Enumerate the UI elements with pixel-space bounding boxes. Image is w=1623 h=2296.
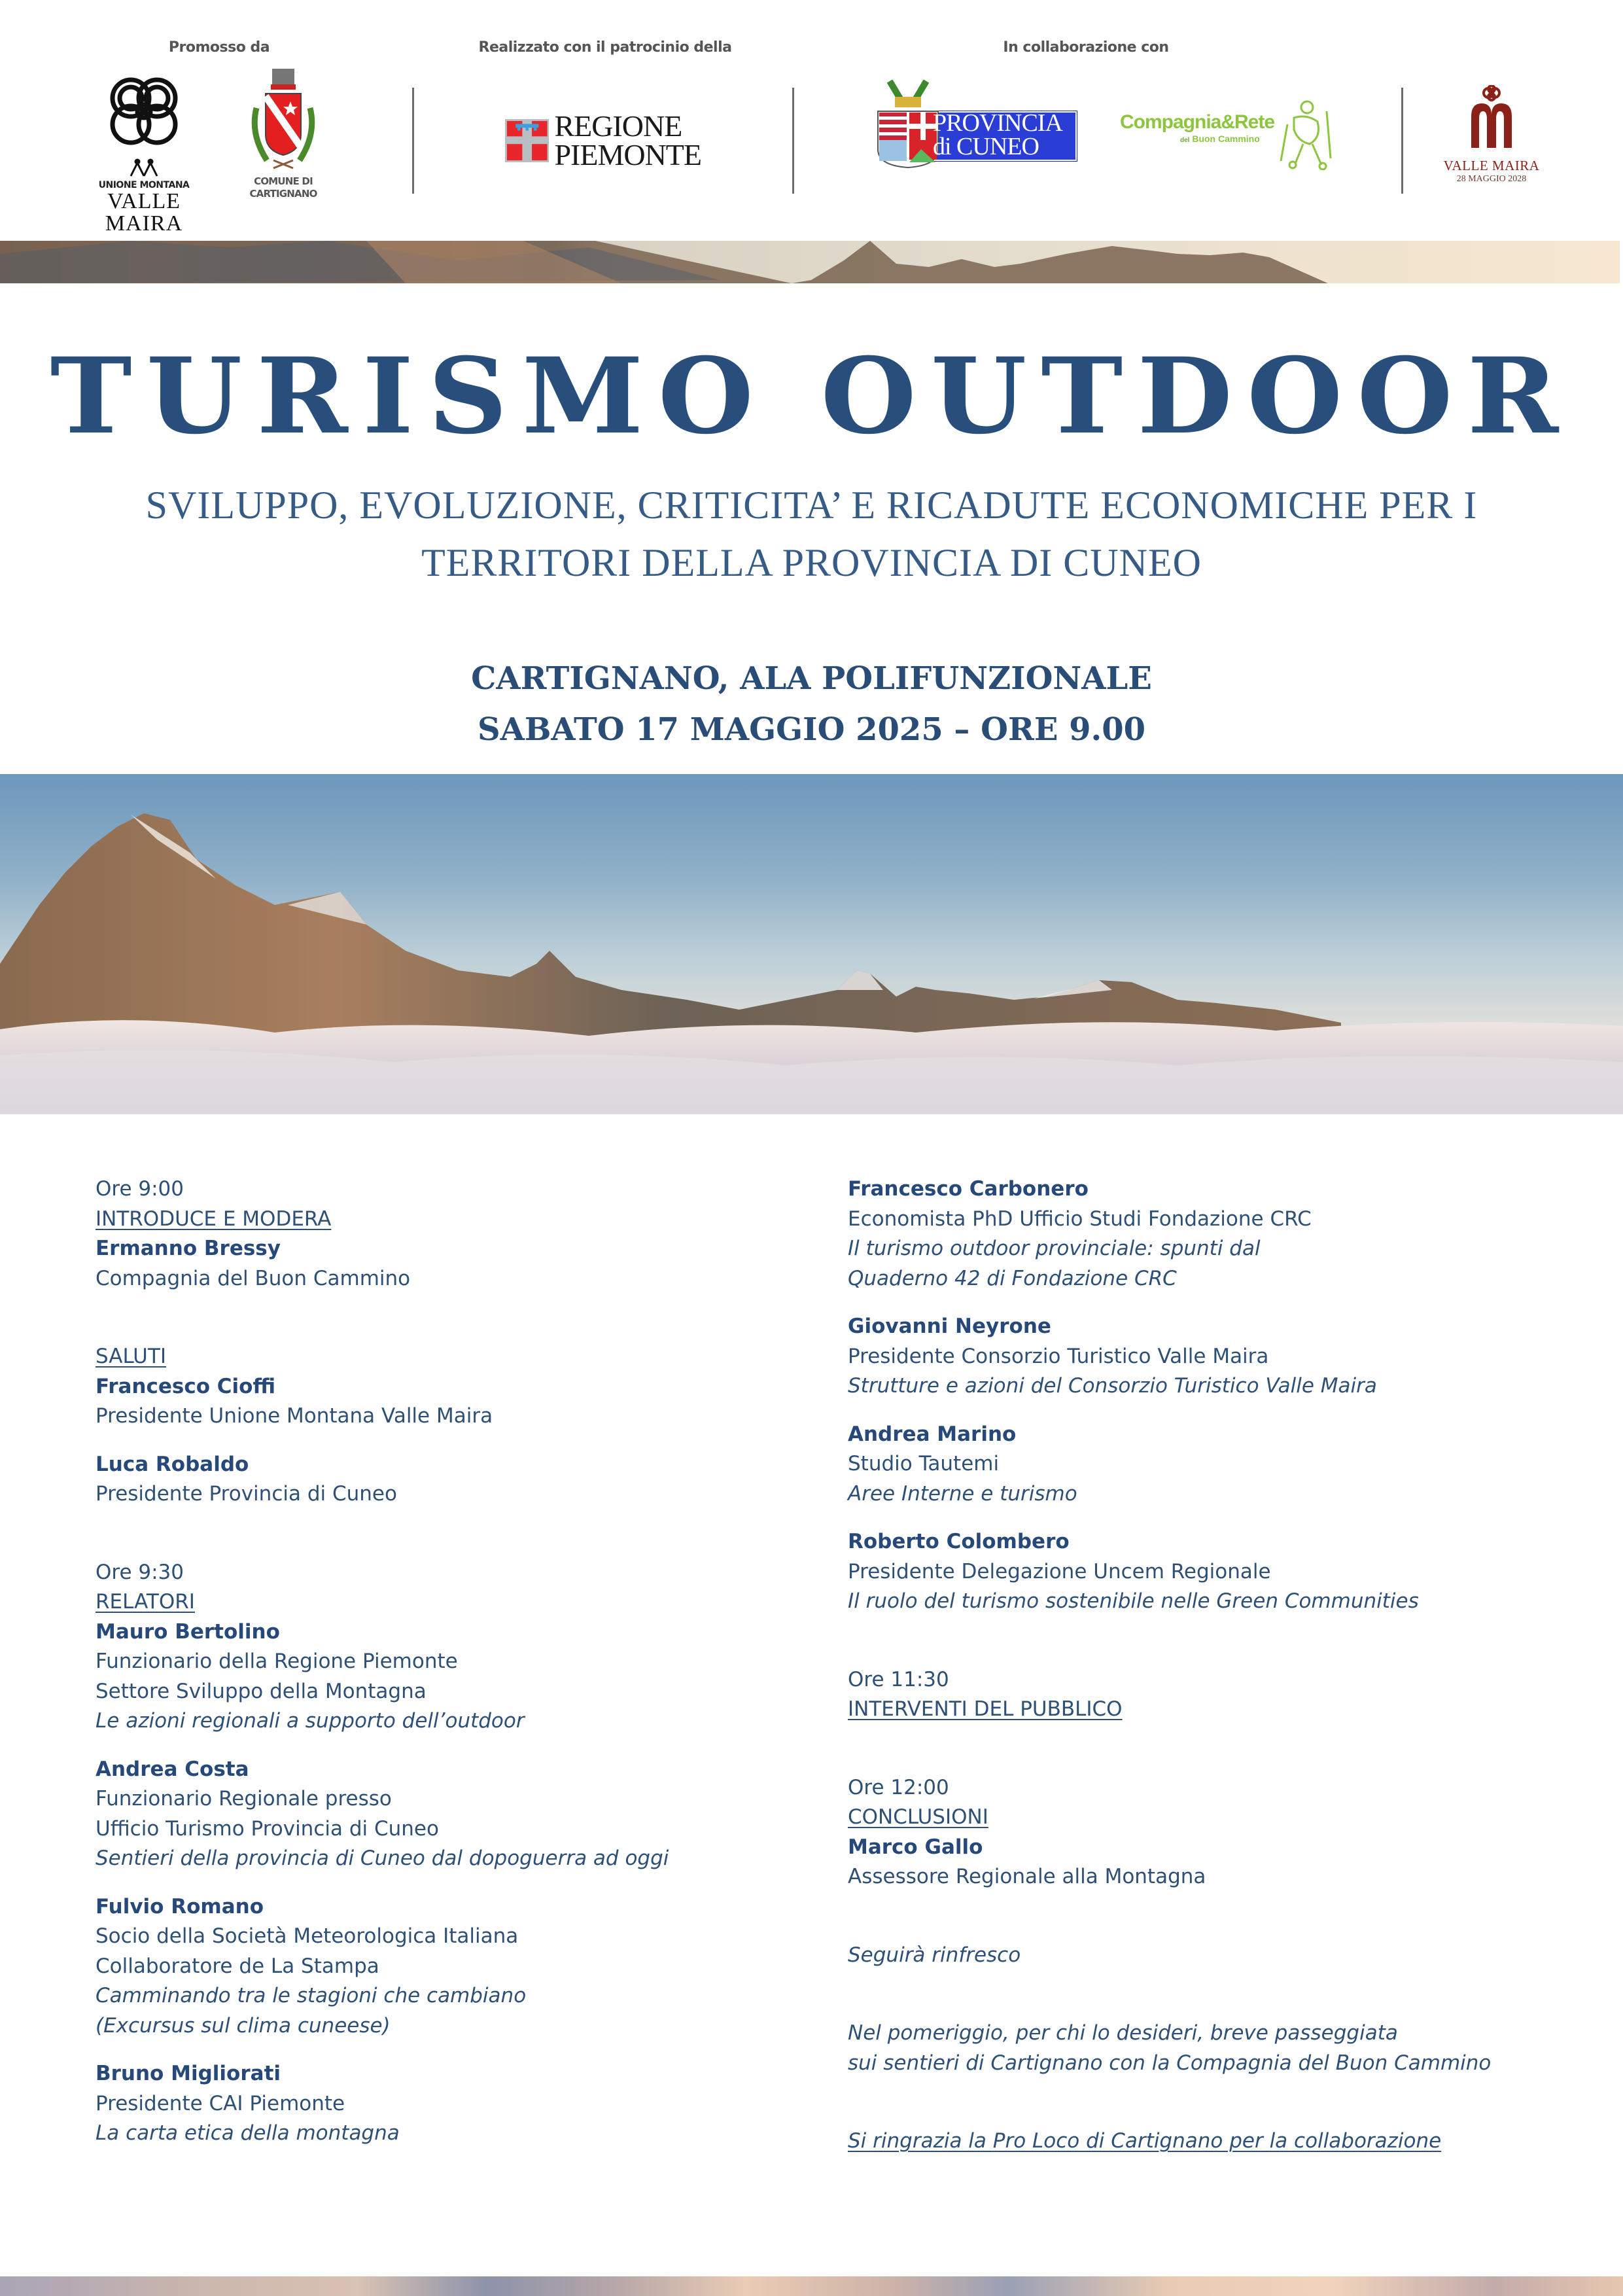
- time-11-30: Ore 11:30: [848, 1667, 949, 1691]
- subtitle-line-1: SVILUPPO, EVOLUZIONE, CRITICITA’ E RICADUTE ECONOMICHE PER I: [145, 484, 1478, 527]
- speaker-role: Presidente Delegazione Uncem Regionale: [848, 1559, 1271, 1583]
- compagnia-rete-title: Compagnia&Rete: [1120, 111, 1275, 133]
- unione-montana-valle-maira-logo: [73, 72, 215, 236]
- mountain-strip-top: [0, 241, 1620, 283]
- speaker-name: Mauro Bertolino: [96, 1619, 280, 1644]
- hiker-icon: [1274, 98, 1335, 170]
- talk-topic: Aree Interne e turismo: [848, 1481, 1077, 1506]
- buon-cammino-subtitle: del Buon Cammino: [1180, 133, 1260, 144]
- speaker-name: Andrea Marino: [848, 1422, 1017, 1446]
- speaker-name: Ermanno Bressy: [96, 1237, 281, 1260]
- celtic-knot-icon: [101, 72, 186, 157]
- figures-icon: [124, 158, 164, 177]
- speaker-role: Studio Tautemi: [848, 1452, 1000, 1475]
- section-saluti: SALUTI: [96, 1345, 166, 1368]
- unione-montana-label: UNIONE MONTANA: [98, 180, 190, 190]
- speaker-role: Presidente Provincia di Cuneo: [96, 1482, 397, 1506]
- speaker-role: Funzionario Regionale presso: [96, 1787, 392, 1810]
- time-12-00: Ore 12:00: [848, 1775, 949, 1799]
- note-passeggiata: Nel pomeriggio, per chi lo desideri, breve passeggiata: [848, 2021, 1398, 2045]
- note-ringraziamenti: Si ringrazia la Pro Loco di Cartignano per la collaborazione: [848, 2129, 1442, 2153]
- piemonte-flag-icon: [505, 111, 549, 170]
- speaker-name: Luca Robaldo: [96, 1452, 249, 1476]
- event-date: SABATO 17 MAGGIO 2025 – ORE 9.00: [477, 711, 1146, 748]
- main-title: TURISMO OUTDOOR: [50, 334, 1573, 458]
- divider: [1401, 88, 1403, 194]
- regione-piemonte-logo: [505, 105, 701, 177]
- note-passeggiata: sui sentieri di Cartignano con la Compagnia del Buon Cammino: [848, 2051, 1492, 2075]
- time-9-00: Ore 9:00: [96, 1177, 184, 1201]
- time-9-30: Ore 9:30: [96, 1560, 184, 1584]
- speaker-role: Presidente CAI Piemonte: [96, 2091, 345, 2115]
- valle-maira-m-icon: [1469, 85, 1514, 150]
- speaker-name: Fulvio Romano: [96, 1894, 264, 1918]
- speaker-role: Assessore Regionale alla Montagna: [848, 1865, 1206, 1888]
- subtitle-line-2: TERRITORI DELLA PROVINCIA DI CUNEO: [421, 541, 1202, 584]
- speaker-role: Compagnia del Buon Cammino: [96, 1266, 411, 1290]
- talk-topic: Il turismo outdoor provinciale: spunti dal: [848, 1237, 1261, 1260]
- speaker-name: Bruno Migliorati: [96, 2062, 281, 2085]
- label-patrocinio: Realizzato con il patrocinio della: [478, 39, 732, 56]
- valle-maira-name: VALLE MAIRA: [1443, 158, 1540, 173]
- label-promosso-da: Promosso da: [168, 39, 270, 56]
- section-relatori: RELATORI: [96, 1590, 195, 1614]
- speaker-role: Presidente Consorzio Turistico Valle Maira: [848, 1344, 1269, 1368]
- valle-maira-2028-logo: [1442, 85, 1541, 190]
- talk-topic: Sentieri della provincia di Cuneo dal dopoguerra ad oggi: [96, 1846, 669, 1870]
- cartignano-label: CARTIGNANO: [249, 188, 317, 200]
- mountain-silhouette-image: [0, 241, 1620, 283]
- speaker-role: Presidente Unione Montana Valle Maira: [96, 1404, 493, 1428]
- compagnia-rete-logo: [1120, 98, 1336, 170]
- venue-date-block: [0, 653, 1623, 755]
- valle-maira-date: 28 MAGGIO 2028: [1456, 174, 1527, 184]
- section-interventi-del-pubblico: INTERVENTI DEL PUBBLICO: [848, 1697, 1123, 1721]
- talk-topic: (Excursus sul clima cuneese): [96, 2013, 391, 2038]
- speaker-name: Andrea Costa: [96, 1757, 249, 1781]
- speaker-role: Socio della Società Meteorologica Italiana: [96, 1924, 519, 1948]
- comune-cartignano-logo: [234, 69, 332, 206]
- speaker-name: Marco Gallo: [848, 1835, 983, 1859]
- talk-topic: Quaderno 42 di Fondazione CRC: [848, 1266, 1177, 1290]
- talk-topic: Il ruolo del turismo sostenibile nelle Green Communities: [848, 1589, 1419, 1613]
- coat-of-arms-icon: [247, 69, 319, 172]
- program-left-column: [96, 1174, 815, 2149]
- speaker-name: Francesco Carbonero: [848, 1177, 1089, 1201]
- subtitle: [131, 476, 1492, 592]
- venue: CARTIGNANO, ALA POLIFUNZIONALE: [471, 660, 1152, 697]
- speaker-role: Funzionario della Regione Piemonte: [96, 1650, 458, 1673]
- program-right-column: [848, 1174, 1580, 2157]
- hero-mountain-image: [0, 774, 1623, 1114]
- clouds-strip-bottom: [0, 2276, 1623, 2296]
- talk-topic: Camminando tra le stagioni che cambiano: [96, 1984, 527, 2007]
- speaker-name: Giovanni Neyrone: [848, 1315, 1051, 1338]
- speaker-role: Ufficio Turismo Provincia di Cuneo: [96, 1816, 439, 1841]
- speaker-role: Economista PhD Ufficio Studi Fondazione CRC: [848, 1207, 1312, 1231]
- provincia-crest-icon: [875, 77, 941, 169]
- provincia-cuneo-logo: [875, 77, 1085, 169]
- speaker-name: Francesco Cioffi: [96, 1374, 276, 1398]
- comune-di-label: COMUNE DI: [254, 175, 313, 187]
- speaker-name: Roberto Colombero: [848, 1530, 1070, 1553]
- mountains-above-clouds-image: [0, 774, 1623, 1114]
- divider: [792, 88, 794, 194]
- speaker-role: Settore Sviluppo della Montagna: [96, 1679, 427, 1703]
- talk-topic: Le azioni regionali a supporto dell’outdoor: [96, 1709, 525, 1733]
- talk-topic: La carta etica della montagna: [96, 2121, 400, 2145]
- logo-header: [0, 0, 1623, 241]
- provincia-cuneo-text: PROVINCIA di CUNEO: [933, 109, 1062, 160]
- speaker-role: Collaboratore de La Stampa: [96, 1954, 379, 1978]
- section-introduce-e-modera: INTRODUCE E MODERA: [96, 1207, 332, 1231]
- regione-piemonte-text: REGIONE PIEMONTE: [554, 109, 701, 171]
- valle-maira-label: VALLE MAIRA: [105, 189, 183, 236]
- divider: [412, 88, 414, 194]
- note-rinfresco: Seguirà rinfresco: [848, 1943, 1021, 1967]
- talk-topic: Strutture e azioni del Consorzio Turistico Valle Maira: [848, 1374, 1377, 1398]
- label-collaborazione: In collaborazione con: [1003, 39, 1169, 56]
- section-conclusioni: CONCLUSIONI: [848, 1805, 988, 1829]
